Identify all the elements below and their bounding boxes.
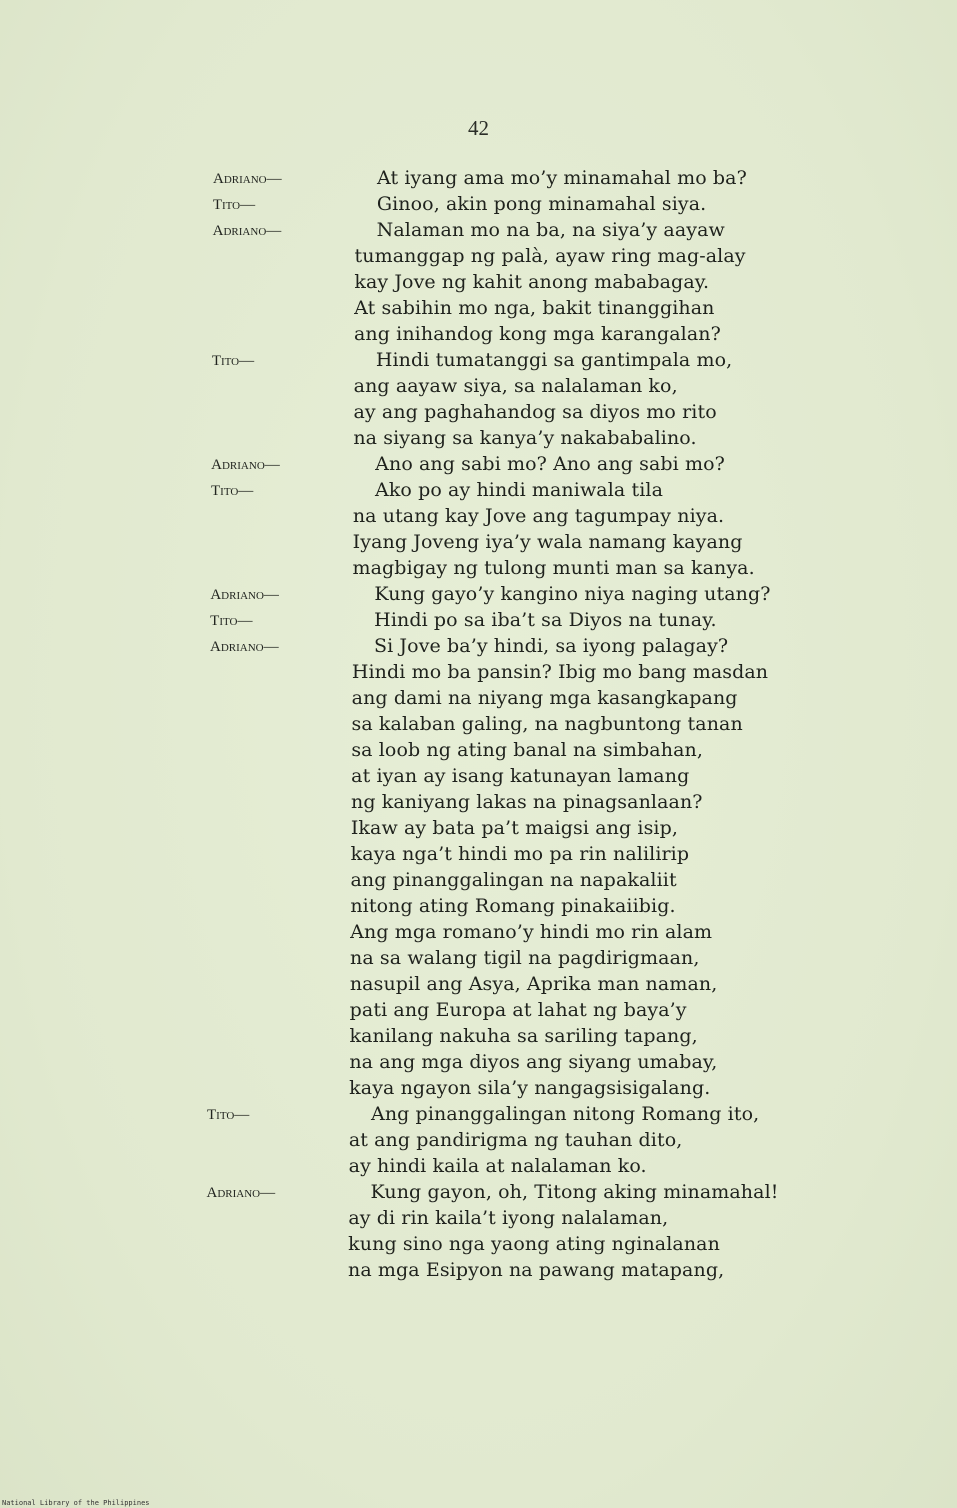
verse-text: Ang mga romano’y hindi mo rin alam: [350, 921, 713, 943]
verse-text: ang inihandog kong mga karangalan?: [354, 323, 721, 345]
dialogue-line: [0, 737, 957, 763]
verse-text: kaya ngayon sila’y nangagsisigalang.: [349, 1077, 711, 1099]
verse-text: Ano ang sabi mo? Ano ang sabi mo?: [375, 453, 725, 475]
verse-text: kaya nga’t hindi mo pa rin nalilirip: [350, 843, 690, 865]
dialogue-line: [0, 373, 957, 399]
dialogue-line: [0, 191, 957, 217]
dialogue-line: [0, 841, 957, 867]
dialogue-line: [0, 789, 957, 815]
verse-text: Hindi po sa iba’t sa Diyos na tunay.: [374, 609, 717, 631]
dialogue-line: [0, 893, 957, 919]
speaker-name: Adriano—: [210, 587, 279, 603]
dialogue-line: [0, 1153, 957, 1179]
dialogue-line: [0, 399, 957, 425]
dialogue-line: [0, 997, 957, 1023]
verse-text: Kung gayon, oh, Titong aking minamahal!: [370, 1181, 779, 1203]
dialogue-line: [0, 1075, 957, 1101]
verse-text: ay hindi kaila at nalalaman ko.: [348, 1155, 647, 1177]
dialogue-line: [0, 165, 957, 191]
page-number: 42: [468, 116, 489, 140]
verse-text: sa loob ng ating banal na simbahan,: [351, 739, 703, 761]
verse-text: na utang kay Jove ang tagumpay niya.: [352, 505, 725, 527]
dialogue-line: [0, 217, 957, 243]
dialogue-line: [0, 295, 957, 321]
verse-text: kanilang nakuha sa sariling tapang,: [349, 1025, 698, 1047]
verse-text: na sa walang tigil na pagdirigmaan,: [350, 947, 700, 969]
dialogue-line: [0, 815, 957, 841]
verse-text: tumanggap ng palà, ayaw ring mag-alay: [354, 245, 746, 267]
verse-text: kay Jove ng kahit anong mababagay.: [354, 271, 710, 293]
dialogue-line: [0, 321, 957, 347]
verse-text: Nalaman mo na ba, na siya’y aayaw: [376, 219, 725, 241]
dialogue-line: [0, 581, 957, 607]
verse-text: na siyang sa kanya’y nakababalino.: [353, 427, 697, 449]
verse-text: Iyang Joveng iya’y wala namang kayang: [352, 531, 743, 553]
speaker-name: Tito—: [207, 1107, 250, 1123]
verse-text: at iyan ay isang katunayan lamang: [351, 765, 690, 787]
verse-text: kung sino nga yaong ating nginalanan: [348, 1233, 720, 1255]
dialogue-line: [0, 347, 957, 373]
library-footer: National Library of the Philippines: [2, 1499, 150, 1507]
verse-text: ang aayaw siya, sa nalalaman ko,: [353, 375, 678, 397]
verse-text: ang pinanggalingan na napakaliit: [350, 869, 677, 891]
dialogue-line: [0, 243, 957, 269]
dialogue-line: [0, 919, 957, 945]
dialogue-line: [0, 1231, 957, 1257]
verse-text: ang dami na niyang mga kasangkapang: [351, 687, 738, 709]
verse-text: magbigay ng tulong munti man sa kanya.: [352, 557, 755, 579]
dialogue-line: [0, 477, 957, 503]
verse-text: Ginoo, akin pong minamahal siya.: [376, 193, 707, 215]
dialogue-line: [0, 607, 957, 633]
speaker-name: Tito—: [211, 353, 255, 369]
dialogue-line: [0, 945, 957, 971]
dialogue-block: [0, 165, 957, 1283]
speaker-name: Adriano—: [206, 1185, 276, 1201]
speaker-name: Tito—: [212, 197, 256, 213]
dialogue-line: [0, 659, 957, 685]
verse-text: Ang pinanggalingan nitong Romang ito,: [371, 1103, 760, 1125]
verse-text: At sabihin mo nga, bakit tinanggihan: [354, 297, 715, 319]
dialogue-line: [0, 1127, 957, 1153]
speaker-name: Adriano—: [210, 639, 279, 655]
dialogue-line: [0, 971, 957, 997]
dialogue-line: [0, 269, 957, 295]
verse-text: Ikaw ay bata pa’t maigsi ang isip,: [350, 817, 678, 839]
verse-text: Si Jove ba’y hindi, sa iyong palagay?: [374, 635, 729, 657]
dialogue-line: [0, 685, 957, 711]
verse-text: ng kaniyang lakas na pinagsanlaan?: [351, 791, 703, 813]
verse-text: Ako po ay hindi maniwala tila: [375, 479, 663, 501]
dialogue-line: [0, 1023, 957, 1049]
verse-text: nasupil ang Asya, Aprika man naman,: [349, 973, 718, 995]
verse-text: At iyang ama mo’y minamahal mo ba?: [377, 167, 747, 189]
verse-text: at ang pandirigma ng tauhan dito,: [348, 1129, 683, 1151]
verse-text: sa kalaban galing, na nagbuntong tanan: [351, 713, 743, 735]
speaker-name: Adriano—: [213, 171, 282, 187]
dialogue-line: [0, 555, 957, 581]
dialogue-line: [0, 711, 957, 737]
dialogue-line: [0, 763, 957, 789]
verse-text: ay ang paghahandog sa diyos mo rito: [353, 401, 717, 423]
dialogue-line: [0, 1101, 957, 1127]
dialogue-line: [0, 529, 957, 555]
verse-text: Hindi tumatanggi sa gantimpala mo,: [375, 349, 733, 371]
dialogue-line: [0, 867, 957, 893]
verse-text: pati ang Europa at lahat ng baya’y: [349, 999, 687, 1021]
speaker-name: Adriano—: [211, 457, 280, 473]
dialogue-line: [0, 1205, 957, 1231]
verse-text: na mga Esipyon na pawang matapang,: [348, 1259, 725, 1281]
speaker-name: Tito—: [211, 483, 254, 499]
dialogue-line: [0, 1257, 957, 1283]
speaker-name: Tito—: [210, 613, 253, 629]
dialogue-line: [0, 633, 957, 659]
verse-text: ay di rin kaila’t iyong nalalaman,: [348, 1207, 669, 1229]
verse-text: Kung gayo’y kangino niya naging utang?: [374, 583, 771, 605]
verse-text: nitong ating Romang pinakaiibig.: [350, 895, 676, 917]
verse-text: Hindi mo ba pansin? Ibig mo bang masdan: [351, 661, 769, 683]
dialogue-line: [0, 1049, 957, 1075]
dialogue-line: [0, 503, 957, 529]
dialogue-line: [0, 451, 957, 477]
dialogue-line: [0, 425, 957, 451]
speaker-name: Adriano—: [212, 223, 282, 239]
verse-text: na ang mga diyos ang siyang umabay,: [349, 1051, 718, 1073]
dialogue-line: [0, 1179, 957, 1205]
